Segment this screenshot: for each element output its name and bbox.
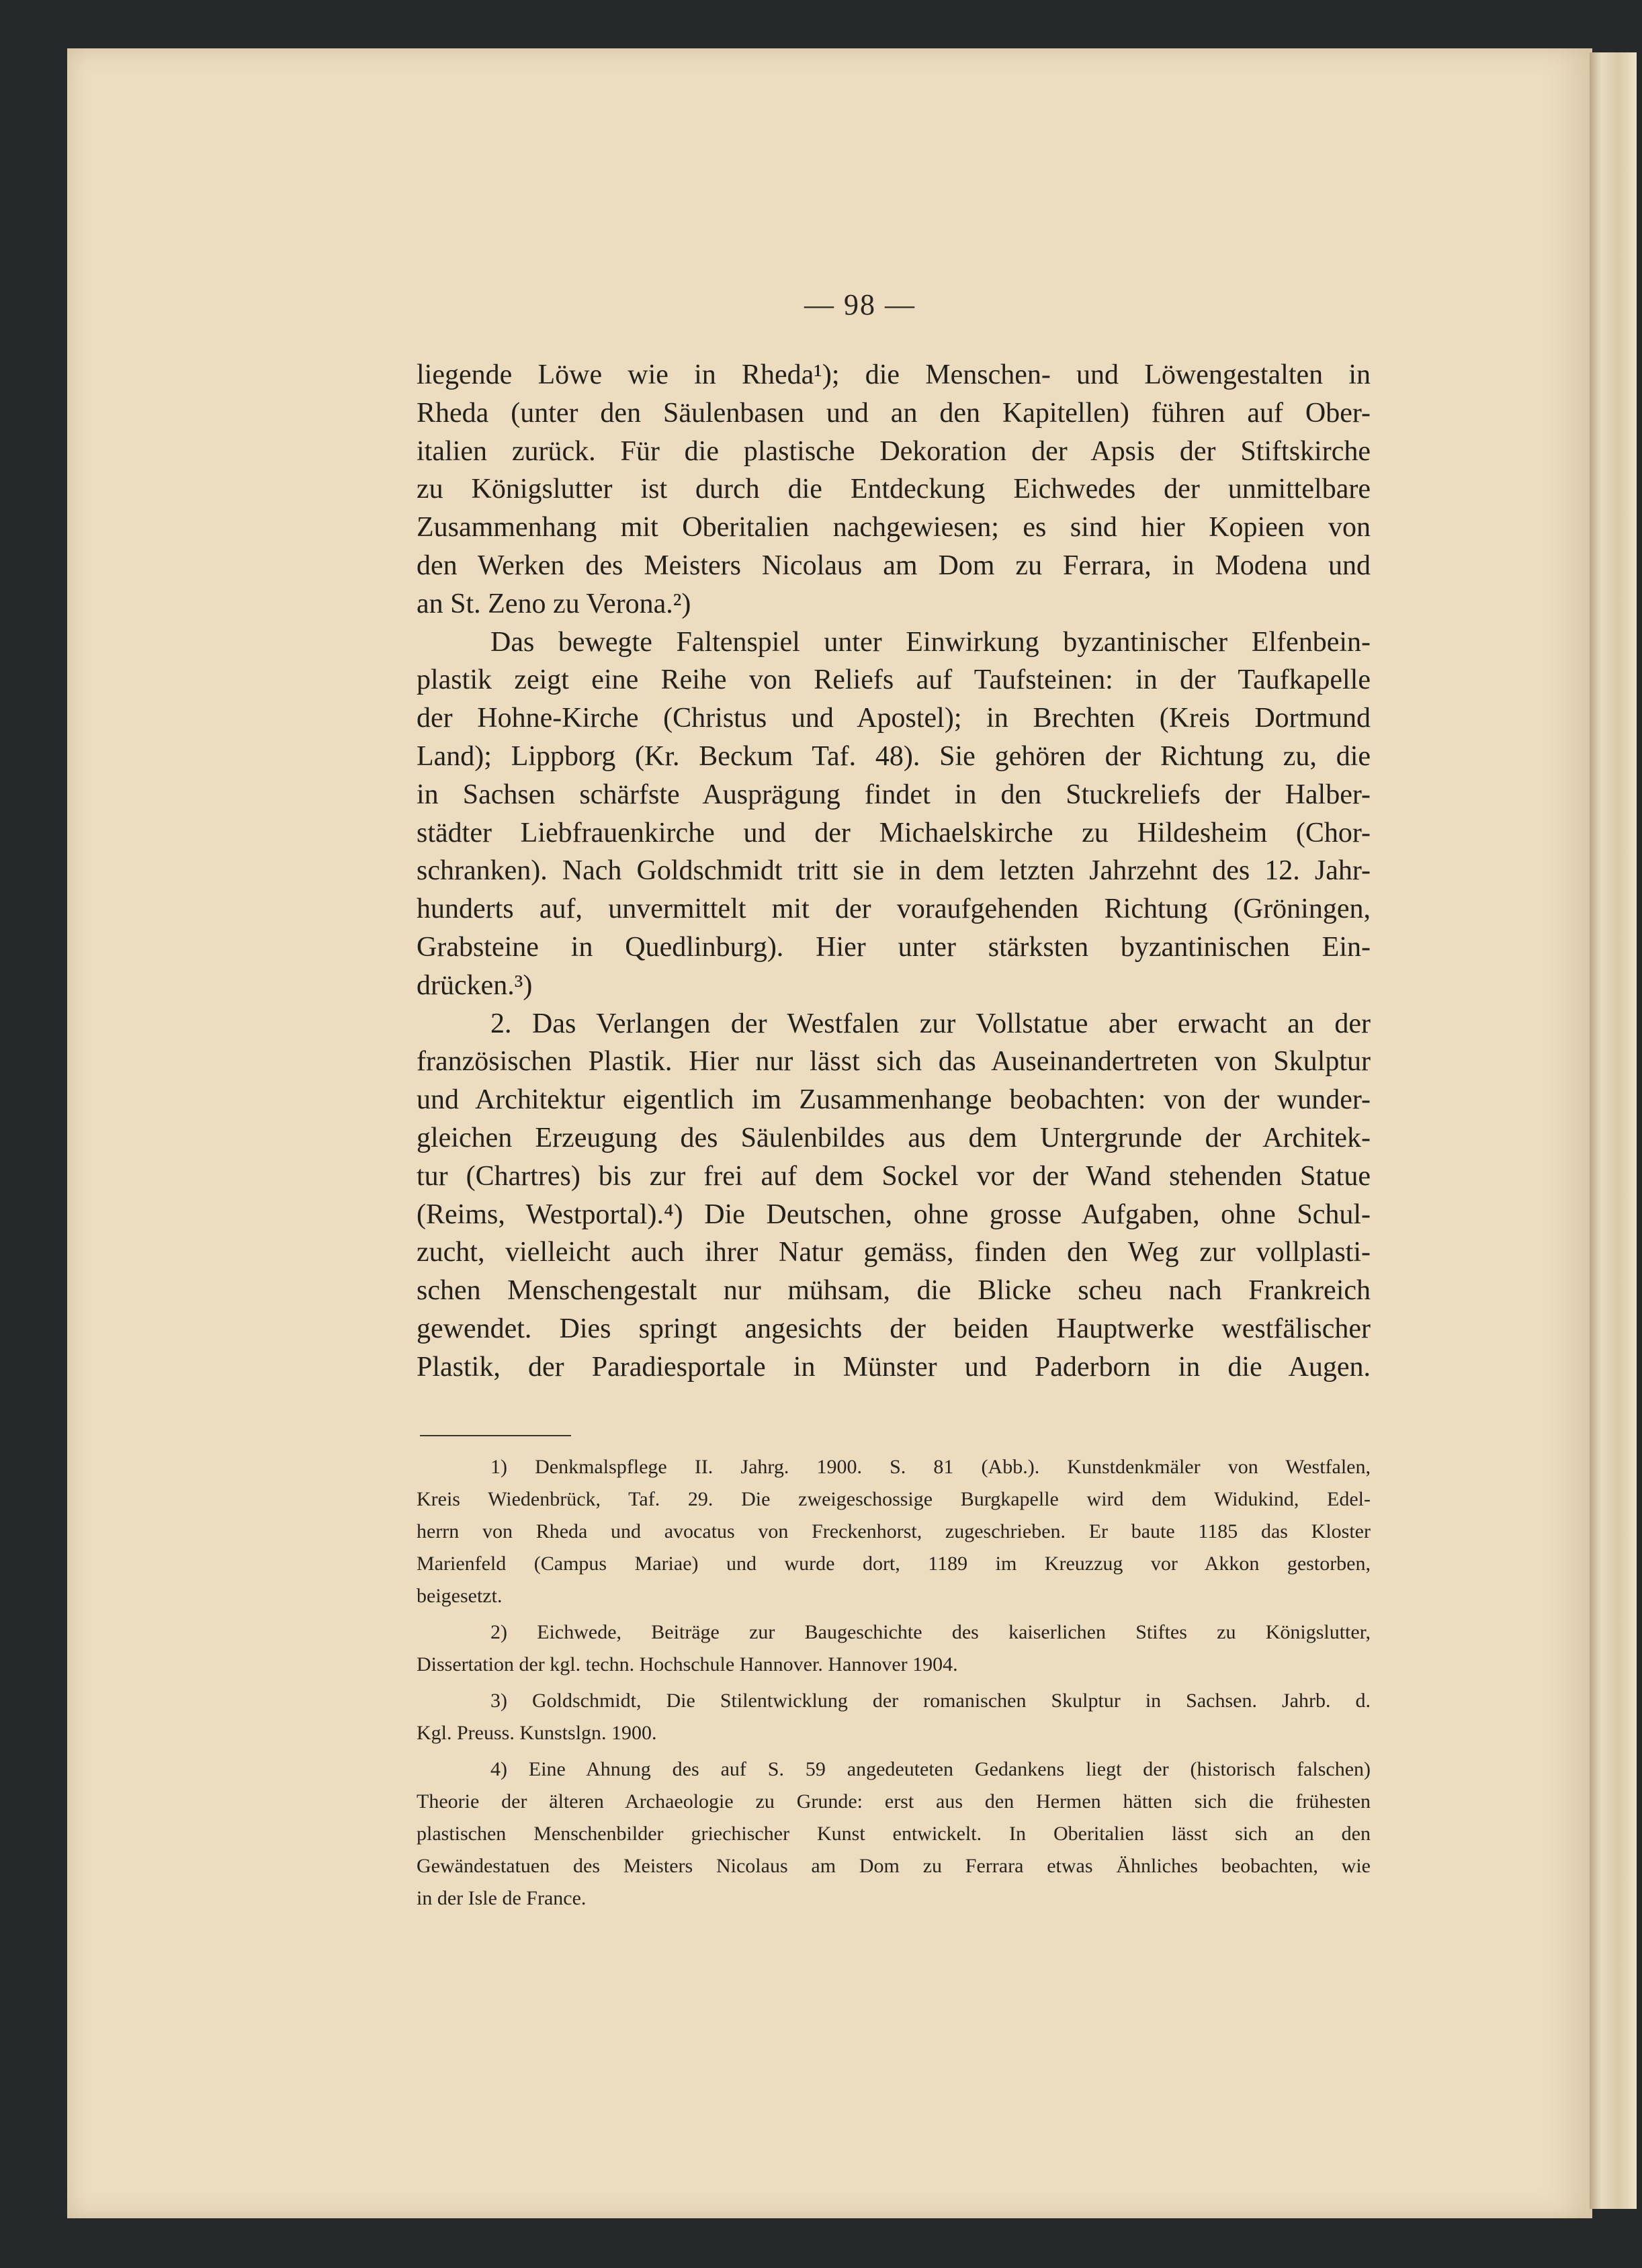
footnote-line: Dissertation der kgl. techn. Hochschule Hannover. Hannover 1904. xyxy=(417,1653,958,1675)
body-line: Land); Lippborg (Kr. Beckum Taf. 48). Sie gehören der Richtung zu, die xyxy=(417,740,1371,772)
footnote-line: Kgl. Preuss. Kunstslgn. 1900. xyxy=(417,1722,657,1744)
body-line: drücken.³) xyxy=(417,969,533,1001)
body-line: Rheda (unter den Säulenbasen und an den Kapitellen) führen auf Ober- xyxy=(417,397,1371,429)
body-line: (Reims, Westportal).⁴) Die Deutschen, ohne grosse Aufgaben, ohne Schul- xyxy=(417,1198,1371,1230)
body-line: den Werken des Meisters Nicolaus am Dom zu Ferrara, in Modena und xyxy=(417,550,1371,581)
footnote-line: in der Isle de France. xyxy=(417,1887,587,1909)
footnote-line: Marienfeld (Campus Mariae) und wurde dort, 1189 im Kreuzzug vor Akkon gestorben, xyxy=(417,1553,1371,1575)
footnote-line: herrn von Rheda und avocatus von Freckenhorst, zugeschrieben. Er baute 1185 das Kloster xyxy=(417,1520,1371,1542)
footnotes xyxy=(417,1451,1371,1915)
body-line: Plastik, der Paradiesportale in Münster und Paderborn in die Augen. xyxy=(417,1351,1371,1383)
footnote-line: 2) Eichwede, Beiträge zur Baugeschichte des kaiserlichen Stiftes zu Königslutter, xyxy=(490,1621,1371,1643)
body-line: tur (Chartres) bis zur frei auf dem Sockel vor der Wand stehenden Statue xyxy=(417,1160,1371,1192)
body-line: zucht, vielleicht auch ihrer Natur gemäss, finden den Weg zur vollplasti- xyxy=(417,1237,1371,1268)
page-number: — 98 — xyxy=(804,288,916,321)
footnote-divider xyxy=(420,1435,571,1436)
body-line: zu Königslutter ist durch die Entdeckung Eichwedes der unmittelbare xyxy=(417,474,1371,505)
footnote-line: beigesetzt. xyxy=(417,1585,503,1607)
body-line: Grabsteine in Quedlinburg). Hier unter stärksten byzantinischen Ein- xyxy=(417,931,1371,963)
footnote-line: Kreis Wiedenbrück, Taf. 29. Die zweigeschossige Burgkapelle wird dem Widukind, Edel- xyxy=(417,1488,1371,1510)
footnote-line: Theorie der älteren Archaeologie zu Grunde: erst aus den Hermen hätten sich die frühesten xyxy=(417,1790,1371,1813)
body-line: der Hohne-Kirche (Christus und Apostel); in Brechten (Kreis Dortmund xyxy=(417,703,1371,734)
body-text xyxy=(417,356,1371,1387)
body-line: in Sachsen schärfste Ausprägung findet in den Stuckreliefs der Halber- xyxy=(417,779,1371,810)
footnote-line: 3) Goldschmidt, Die Stilentwicklung der romanischen Skulptur in Sachsen. Jahrb. d. xyxy=(490,1690,1371,1712)
body-line: gewendet. Dies springt angesichts der beiden Hauptwerke westfälischer xyxy=(417,1313,1371,1344)
footnote-line: 4) Eine Ahnung des auf S. 59 angedeuteten Gedankens liegt der (historisch falschen) xyxy=(490,1758,1371,1780)
body-line: und Architektur eigentlich im Zusammenhange beobachten: von der wunder- xyxy=(417,1084,1371,1116)
body-line: gleichen Erzeugung des Säulenbildes aus dem Untergrunde der Architek- xyxy=(417,1122,1371,1153)
footnote-line: plastischen Menschenbilder griechischer Kunst entwickelt. In Oberitalien lässt sich an den xyxy=(417,1823,1371,1845)
body-line: an St. Zeno zu Verona.²) xyxy=(417,588,691,619)
body-line: Das bewegte Faltenspiel unter Einwirkung byzantinischer Elfenbein- xyxy=(490,626,1371,658)
body-line: städter Liebfrauenkirche und der Michaelskirche zu Hildesheim (Chor- xyxy=(417,817,1371,848)
body-line: plastik zeigt eine Reihe von Reliefs auf Taufsteinen: in der Taufkapelle xyxy=(417,664,1371,696)
body-line: Zusammenhang mit Oberitalien nachgewiesen; es sind hier Kopieen von xyxy=(417,512,1371,543)
body-line: italien zurück. Für die plastische Dekoration der Apsis der Stiftskirche xyxy=(417,435,1371,467)
body-line: schranken). Nach Goldschmidt tritt sie in dem letzten Jahrzehnt des 12. Jahr- xyxy=(417,855,1371,887)
footnote-line: 1) Denkmalspflege II. Jahrg. 1900. S. 81 (Abb.). Kunstdenkmäler von Westfalen, xyxy=(490,1456,1371,1478)
footnote-line: Gewändestatuen des Meisters Nicolaus am Dom zu Ferrara etwas Ähnliches beobachten, wie xyxy=(417,1855,1371,1877)
body-line: hunderts auf, unvermittelt mit der voraufgehenden Richtung (Gröningen, xyxy=(417,893,1371,925)
body-line: 2. Das Verlangen der Westfalen zur Vollstatue aber erwacht an der xyxy=(490,1008,1371,1039)
body-line: französischen Plastik. Hier nur lässt sich das Auseinandertreten von Skulptur xyxy=(417,1046,1371,1078)
page-right-edge xyxy=(1590,52,1637,2209)
body-line: schen Menschengestalt nur mühsam, die Blicke scheu nach Frankreich xyxy=(417,1275,1371,1307)
body-line: liegende Löwe wie in Rheda¹); die Menschen- und Löwengestalten in xyxy=(417,359,1371,390)
